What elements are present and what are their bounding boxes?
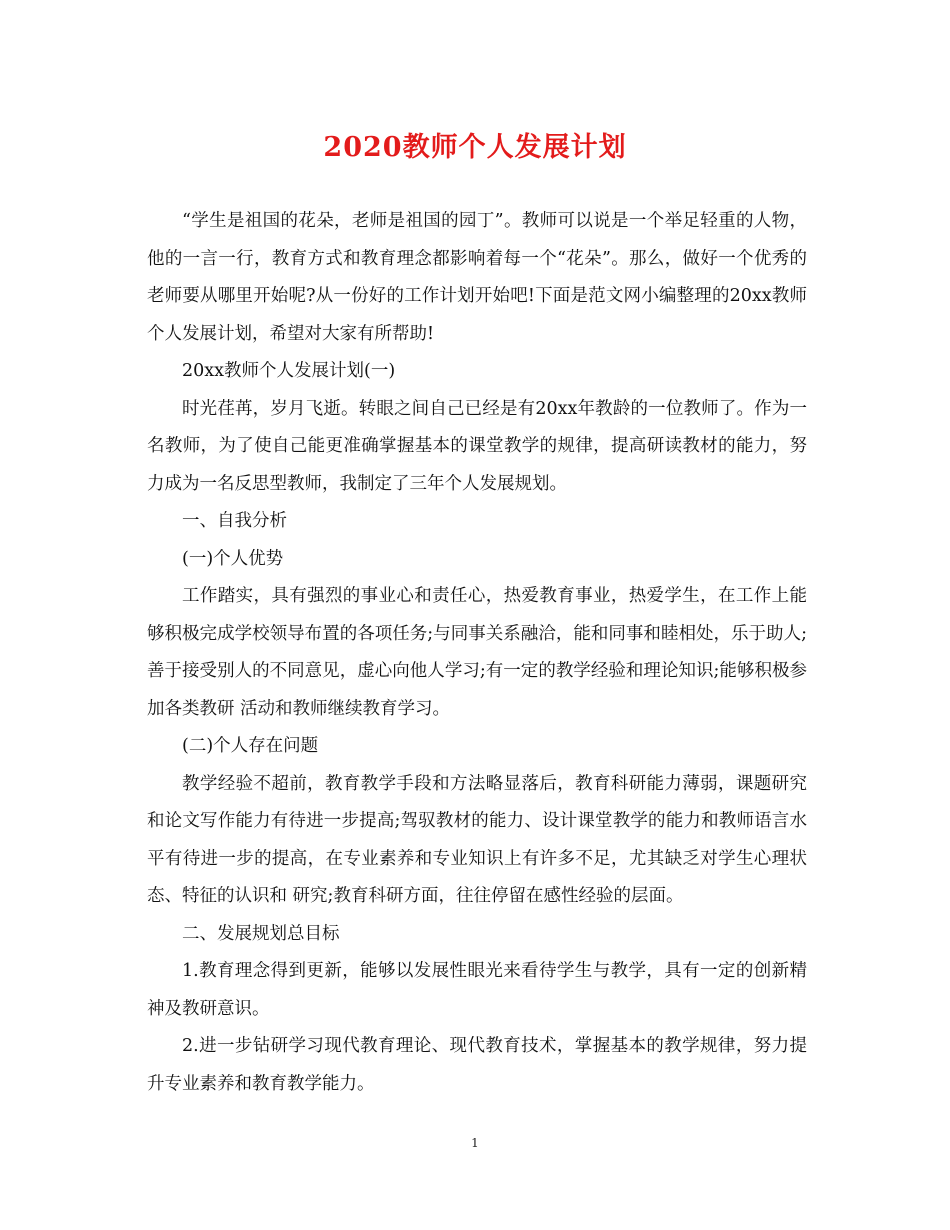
- goal-item-1: 1.教育理念得到更新，能够以发展性眼光来看待学生与教学，具有一定的创新精神及教研意识。: [147, 961, 807, 1019]
- section-heading-goals: 二、发展规划总目标: [182, 923, 340, 944]
- problems-paragraph: 教学经验不超前，教育教学手段和方法略显落后，教育科研能力薄弱，课题研究和论文写作能力有待进一步提高;驾驭教材的能力、设计课堂教学的能力和教师语言水平有待进一步的提高，在专业素养和专业知识上有许多不足，尤其缺乏对学生心理状态、特征的认识和 研究;教育科研方面，往往停留在感性经验的层面。: [147, 773, 807, 906]
- section-heading-self-analysis: 一、自我分析: [182, 511, 287, 531]
- document-title: 2020教师个人发展计划: [323, 132, 627, 163]
- plan-intro-paragraph: 时光荏苒，岁月飞逝。转眼之间自己已经是有20xx年教龄的一位教师了。作为一名教师，为了使自己能更准确掌握基本的课堂教学的规律，提高研读教材的能力，努力成为一名反思型教师，我制定了三年个人发展规划。: [147, 398, 807, 494]
- page-number: 1: [471, 1136, 479, 1150]
- subsection-heading-strengths: (一)个人优势: [182, 548, 284, 569]
- goal-item-2: 2.进一步钻研学习现代教育理论、现代教育技术，掌握基本的教学规律，努力提升专业素养和教育教学能力。: [147, 1036, 807, 1094]
- strengths-paragraph: 工作踏实，具有强烈的事业心和责任心，热爱教育事业，热爱学生，在工作上能够积极完成学校领导布置的各项任务;与同事关系融洽，能和同事和睦相处，乐于助人;善于接受别人的不同意见，虚心向他人学习;有一定的教学经验和理论知识;能够积极参加各类教研 活动和教师继续教育学习。: [147, 586, 807, 719]
- document-body: [147, 203, 807, 1103]
- intro-paragraph: “学生是祖国的花朵，老师是祖国的园丁”。教师可以说是一个举足轻重的人物，他的一言一行，教育方式和教育理念都影响着每一个“花朵”。那么，做好一个优秀的老师要从哪里开始呢?从一份好的工作计划开始吧!下面是范文网小编整理的20xx教师个人发展计划，希望对大家有所帮助!: [147, 211, 807, 344]
- plan-heading: 20xx教师个人发展计划(一): [182, 361, 396, 381]
- subsection-heading-problems: (二)个人存在问题: [182, 736, 319, 756]
